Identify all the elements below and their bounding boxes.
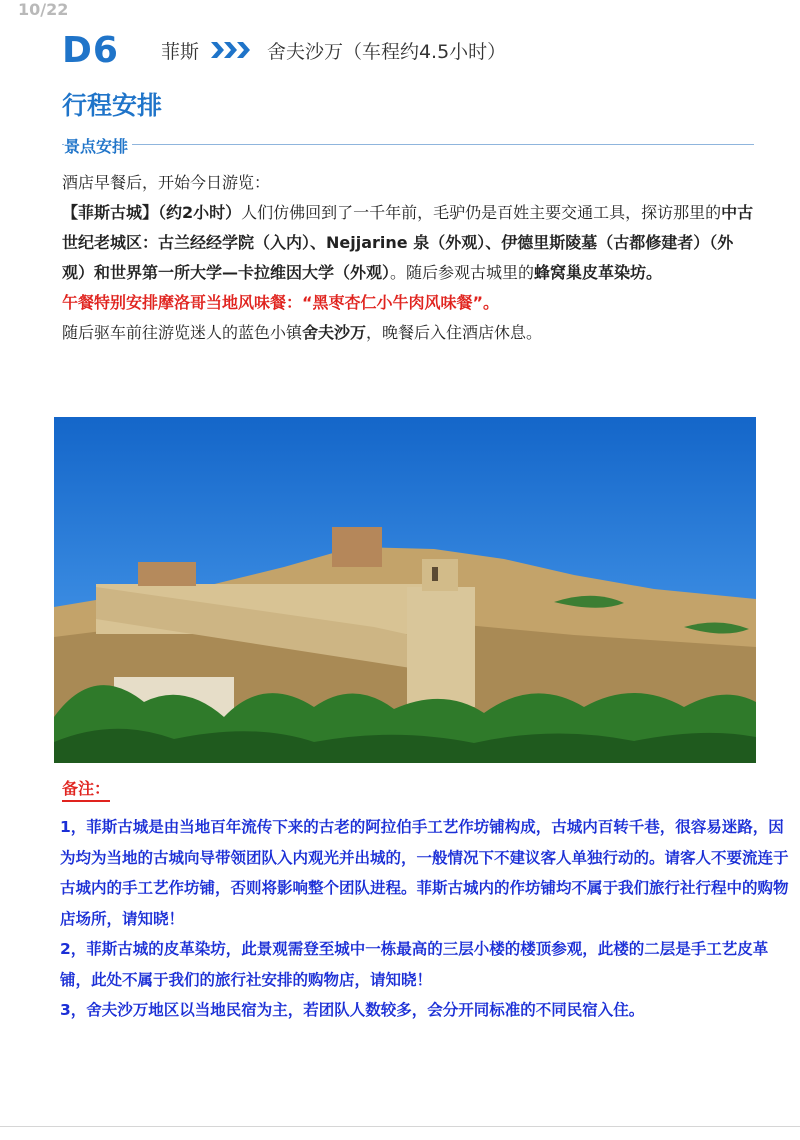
note-item: 3，舍夫沙万地区以当地民宿为主，若团队人数较多，会分开同标准的不同民宿入住。 [60,1001,645,1019]
route-destination: 舍夫沙万（车程约4.5小时） [266,40,507,63]
divider [62,144,754,145]
highlight-text: 中古世纪老城区：古兰经经学院（入内）、Nejjarine 泉（外观）、伊德里斯陵墓（古都修建者）（外观）和世界第一所大学—卡拉维因大学（外观） [62,203,754,282]
notes-list [60,812,790,1026]
notes-label: 备注： [62,778,110,802]
paragraph-text: 人们仿佛回到了一千年前，毛驴仍是百姓主要交通工具，探访那里的 [241,203,722,222]
afternoon-line [62,318,756,348]
lunch-note: 午餐特别安排摩洛哥当地风味餐：“黑枣杏仁小牛肉风味餐”。 [62,293,500,312]
route-origin: 菲斯 [160,40,199,63]
section-title: 行程安排 [62,91,163,120]
paragraph-text: 。随后参观古城里的 [390,263,535,282]
destination-name: 舍夫沙万 [302,323,367,342]
note-item: 2，菲斯古城的皮革染坊，此景观需登至城中一栋最高的三层小楼的楼顶参观，此楼的二层是手工艺皮革铺，此处不属于我们的旅行社安排的购物店，请知晓！ [60,940,769,989]
page-counter: 10/22 [18,0,69,19]
subsection-header [62,132,754,156]
fes-old-town-photo [54,417,756,763]
subsection-label: 景点安排 [64,134,132,157]
day-header [62,28,506,72]
note-item: 1，菲斯古城是由当地百年流传下来的古老的阿拉伯手工艺作坊铺构成，古城内百转千巷，很容易迷路，因为均为当地的古城向导带领团队入内观光并出城的，一般情况下不建议客人单独行动的。请客人不要流连于古城内的手工艺作坊铺，否则将影响整个团队进程。菲斯古城内的作坊铺均不属于我们旅行社行程中的购物店场所，请知晓！ [60,818,789,928]
triple-chevron-right-icon [211,41,251,59]
highlight-text: 蜂窝巢皮革染坊。 [534,263,663,282]
paragraph-text: 随后驱车前往游览迷人的蓝色小镇 [62,323,303,342]
itinerary-text [62,168,756,348]
paragraph-text: ，晚餐后入住酒店休息。 [366,323,543,342]
old-town-paragraph [62,198,756,288]
intro-line: 酒店早餐后，开始今日游览： [62,173,271,192]
attraction-name: 【菲斯古城】（约2小时） [62,203,242,222]
day-code: D6 [62,29,119,71]
divider [0,1126,800,1127]
